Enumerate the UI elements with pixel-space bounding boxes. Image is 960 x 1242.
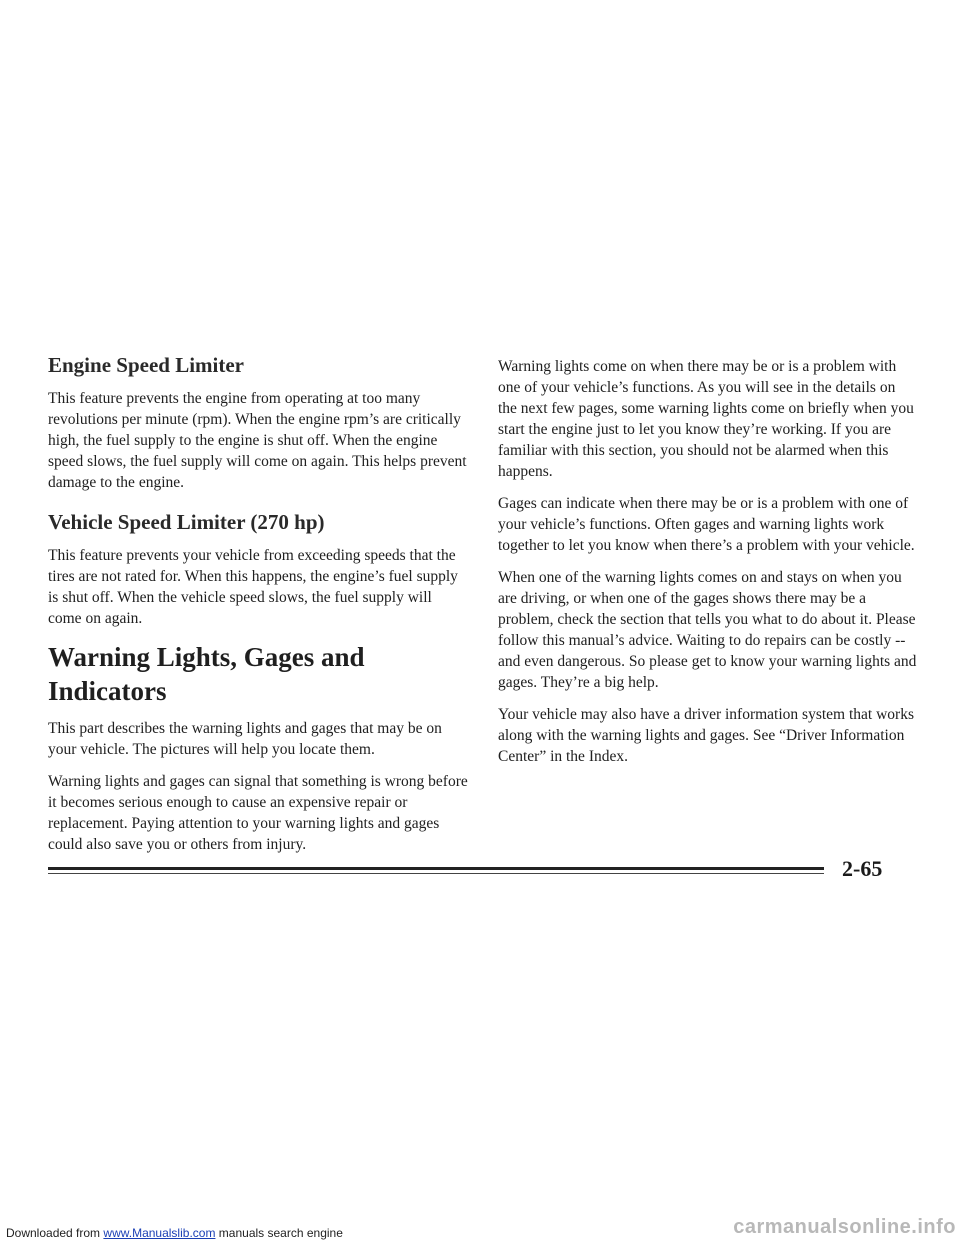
- engine-speed-limiter-text: This feature prevents the engine from operating at too many revolutions per minute (rpm). When the engine rpm’s are critically high, the fuel supply to the engine is shut off. When the engine speed slows, the fuel supply will come on again. This helps prevent damage to the engine.: [48, 390, 467, 491]
- warning-lights-heading: Warning Lights, Gages and Indicators: [48, 642, 365, 706]
- warning-lights-signal-text: Warning lights and gages can signal that something is wrong before it becomes serious enough to cause an expensive repair or replacement. Paying attention to your warning lights and gages could also save you or others from injury.: [48, 773, 468, 853]
- manualslib-link[interactable]: www.Manualslib.com: [103, 1226, 216, 1240]
- watermark-text: carmanualsonline.info: [733, 1216, 956, 1238]
- vehicle-speed-limiter-text: This feature prevents your vehicle from exceeding speeds that the tires are not rated for. When this happens, the engine’s fuel supply is shut off. When the vehicle speed slows, the fuel supply will come on again.: [48, 547, 458, 627]
- driver-information-text: Your vehicle may also have a driver information system that works along with the warning lights and gages. See “Driver Information Center” in the Index.: [498, 706, 914, 765]
- page-number: 2-65: [842, 856, 883, 881]
- warning-lights-intro-text: This part describes the warning lights and gages that may be on your vehicle. The pictures will help you locate them.: [48, 720, 442, 758]
- footer-suffix: manuals search engine: [218, 1226, 343, 1240]
- warning-lights-description-text: Warning lights come on when there may be or is a problem with one of your vehicle’s functions. As you will see in the details on the next few pages, some warning lights come on briefly when you start the engine just to let you know they’re working. If you are familiar with this section, you should not be alarmed when this happens.: [498, 358, 914, 480]
- engine-speed-limiter-heading: Engine Speed Limiter: [48, 353, 245, 377]
- download-footer: [0, 1216, 960, 1242]
- gages-description-text: Gages can indicate when there may be or is a problem with one of your vehicle’s functions. Often gages and warning lights work together to let you know when there’s a problem with your vehicle.: [498, 495, 915, 554]
- vehicle-speed-limiter-heading: Vehicle Speed Limiter (270 hp): [48, 510, 325, 534]
- footer-prefix: Downloaded from: [6, 1226, 101, 1240]
- page-rule: [48, 867, 824, 874]
- right-column: [498, 356, 918, 778]
- warning-action-text: When one of the warning lights comes on and stays on when you are driving, or when one of the gages shows there may be a problem, check the section that tells you what to do about it. Please follow this manual’s advice. Waiting to do repairs can be costly -- and even dangerous. So please get to know your warning lights and gages. They’re a big help.: [498, 569, 917, 691]
- left-column: [48, 352, 468, 866]
